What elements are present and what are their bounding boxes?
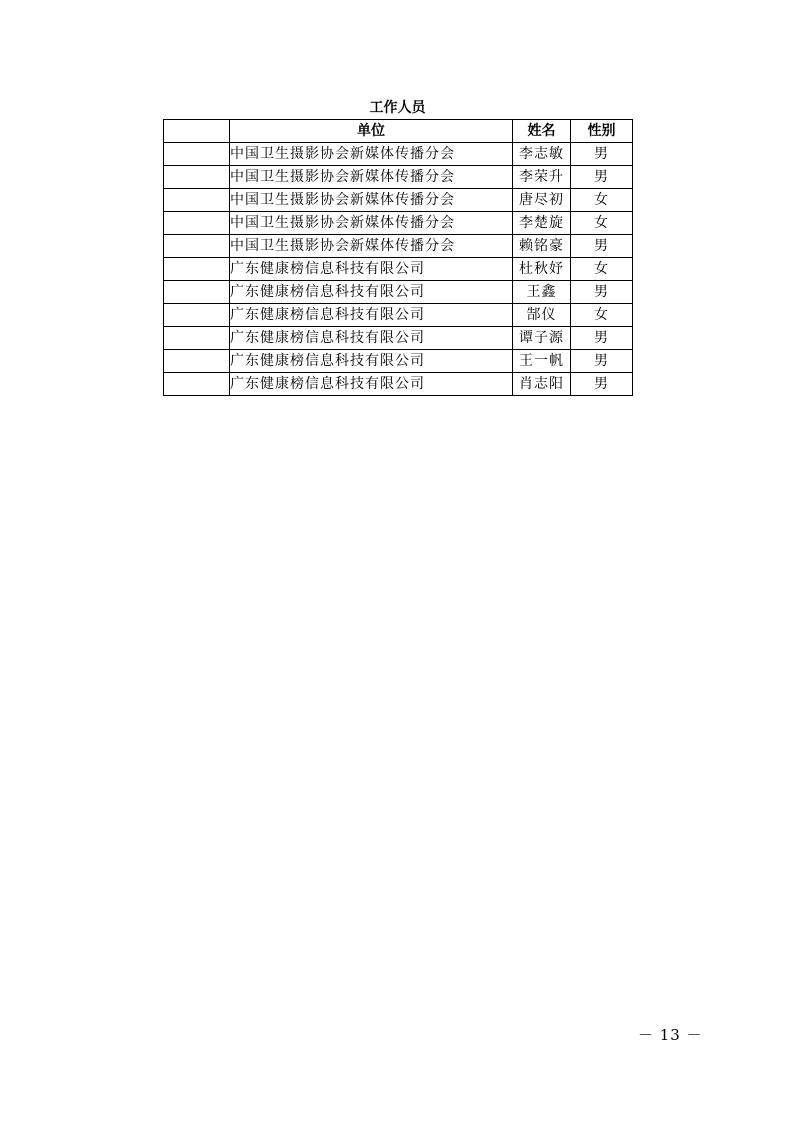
gender-cell: 女	[571, 258, 633, 281]
gender-cell: 女	[571, 212, 633, 235]
name-cell: 王一帆	[513, 350, 571, 373]
header-blank	[164, 120, 230, 143]
row-blank-cell	[164, 189, 230, 212]
table-row	[164, 258, 633, 281]
row-blank-cell	[164, 258, 230, 281]
table-row	[164, 166, 633, 189]
unit-cell: 广东健康榜信息科技有限公司	[230, 304, 513, 327]
name-cell: 肖志阳	[513, 373, 571, 396]
unit-cell: 中国卫生摄影协会新媒体传播分会	[230, 189, 513, 212]
gender-cell: 男	[571, 350, 633, 373]
row-blank-cell	[164, 212, 230, 235]
gender-cell: 男	[571, 143, 633, 166]
unit-cell: 中国卫生摄影协会新媒体传播分会	[230, 212, 513, 235]
unit-cell: 中国卫生摄影协会新媒体传播分会	[230, 166, 513, 189]
unit-cell: 广东健康榜信息科技有限公司	[230, 373, 513, 396]
gender-cell: 女	[571, 189, 633, 212]
unit-cell: 广东健康榜信息科技有限公司	[230, 281, 513, 304]
name-cell: 赖铭豪	[513, 235, 571, 258]
table-row	[164, 373, 633, 396]
gender-cell: 男	[571, 281, 633, 304]
row-blank-cell	[164, 143, 230, 166]
row-blank-cell	[164, 327, 230, 350]
gender-cell: 男	[571, 327, 633, 350]
header-unit: 单位	[230, 120, 513, 143]
table-row	[164, 304, 633, 327]
table-row	[164, 235, 633, 258]
name-cell: 王鑫	[513, 281, 571, 304]
name-cell: 李志敏	[513, 143, 571, 166]
name-cell: 唐尽初	[513, 189, 571, 212]
staff-table	[163, 119, 633, 396]
unit-cell: 广东健康榜信息科技有限公司	[230, 258, 513, 281]
unit-cell: 广东健康榜信息科技有限公司	[230, 350, 513, 373]
header-name: 姓名	[513, 120, 571, 143]
unit-cell: 中国卫生摄影协会新媒体传播分会	[230, 143, 513, 166]
unit-cell: 中国卫生摄影协会新媒体传播分会	[230, 235, 513, 258]
table-title: 工作人员	[369, 100, 426, 116]
table-row	[164, 189, 633, 212]
name-cell: 李楚旋	[513, 212, 571, 235]
row-blank-cell	[164, 373, 230, 396]
gender-cell: 女	[571, 304, 633, 327]
row-blank-cell	[164, 350, 230, 373]
row-blank-cell	[164, 166, 230, 189]
gender-cell: 男	[571, 373, 633, 396]
table-header-row	[164, 120, 633, 143]
name-cell: 杜秋妤	[513, 258, 571, 281]
table-row	[164, 350, 633, 373]
row-blank-cell	[164, 235, 230, 258]
table-row	[164, 143, 633, 166]
row-blank-cell	[164, 304, 230, 327]
table-row	[164, 327, 633, 350]
table-row	[164, 212, 633, 235]
header-gender: 性别	[571, 120, 633, 143]
name-cell: 谭子源	[513, 327, 571, 350]
name-cell: 郜仪	[513, 304, 571, 327]
page-number: － 13 －	[638, 1026, 703, 1044]
unit-cell: 广东健康榜信息科技有限公司	[230, 327, 513, 350]
gender-cell: 男	[571, 166, 633, 189]
row-blank-cell	[164, 281, 230, 304]
gender-cell: 男	[571, 235, 633, 258]
name-cell: 李荣升	[513, 166, 571, 189]
table-row	[164, 281, 633, 304]
